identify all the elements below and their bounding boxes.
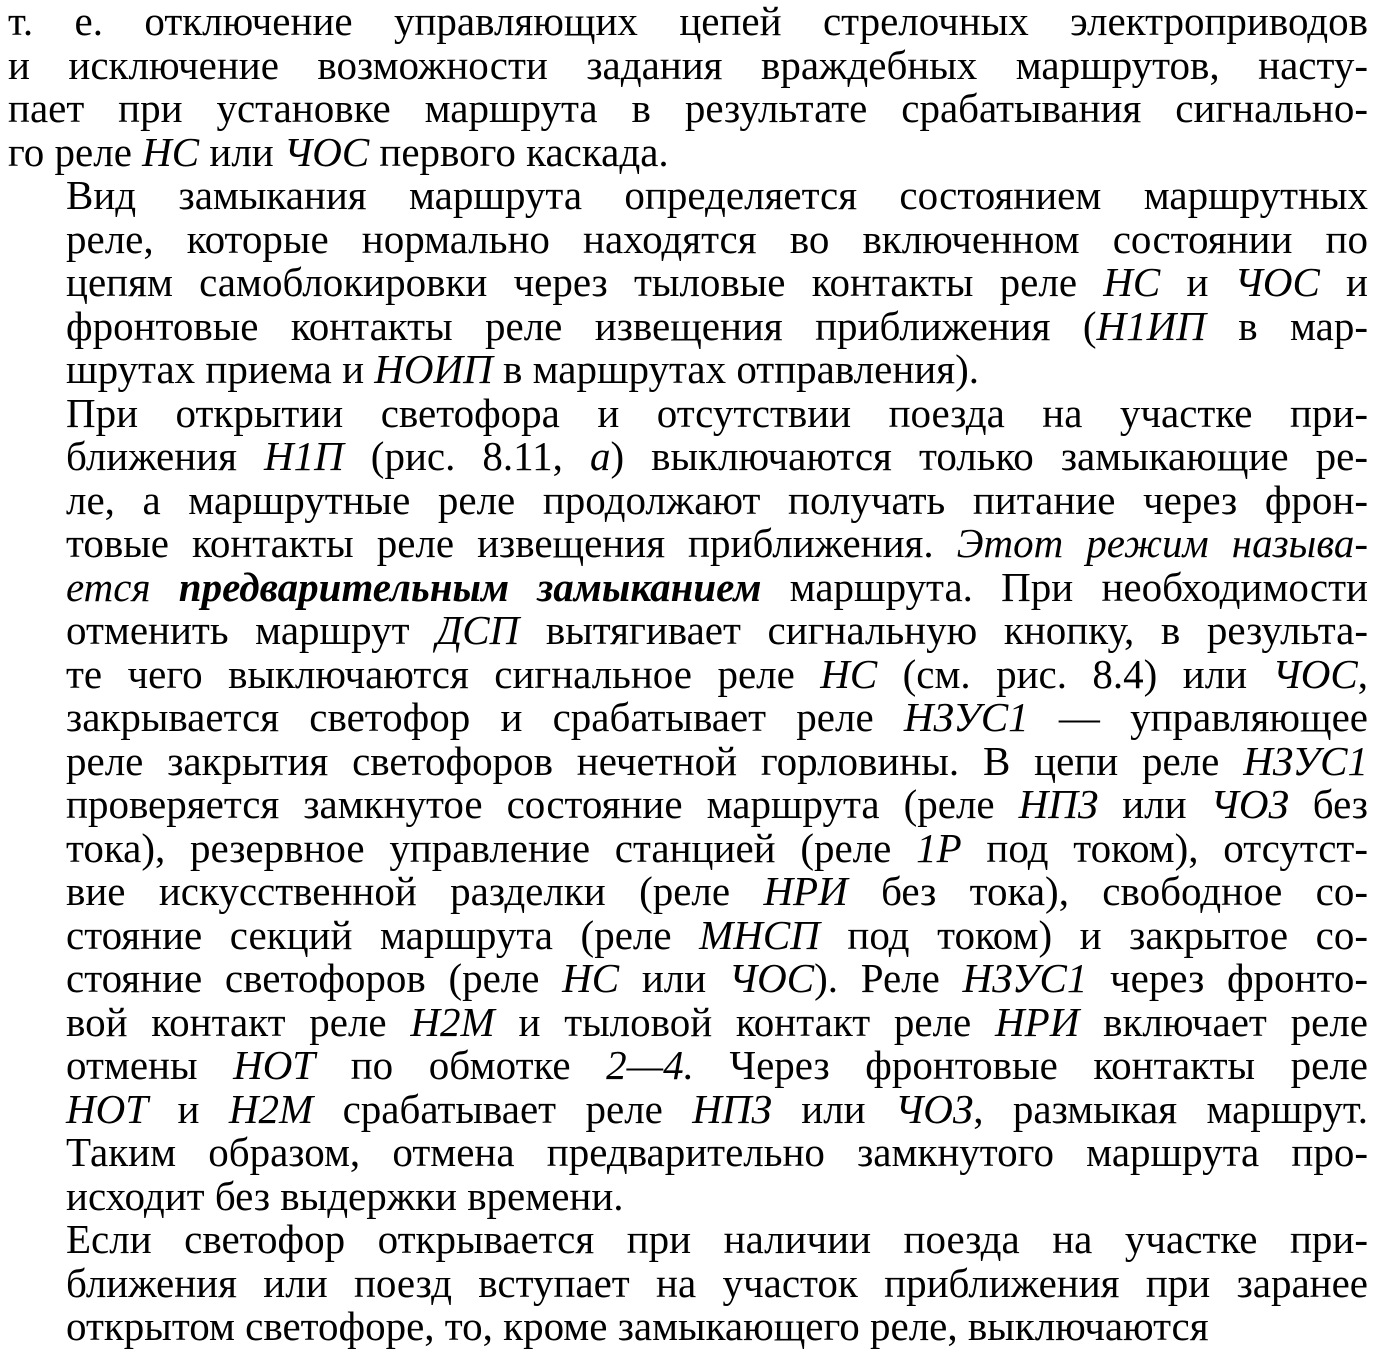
emphasized-term: ЧОС (728, 955, 815, 1001)
emphasized-term: НС (820, 650, 878, 697)
emphasized-term: НЗУС1 (903, 694, 1029, 740)
text-line (8, 261, 1368, 305)
paragraph (8, 174, 1368, 392)
text-run: цепям самоблокировки через тыловые контакты реле (66, 259, 1104, 305)
text-run: через фронто- (1087, 955, 1368, 1001)
emphasized-term: ЧОЗ (895, 1085, 974, 1132)
emphasized-term: предварительным замыканием (178, 563, 762, 610)
text-line (8, 650, 1368, 697)
emphasized-term: НЗУС1 (1243, 737, 1368, 784)
text-run: включает реле (1079, 998, 1368, 1045)
text-run: под током), отсутст- (961, 824, 1369, 871)
text-line (8, 957, 1368, 1001)
emphasized-term: ЧОЗ (1210, 781, 1289, 827)
text-line (8, 1131, 1368, 1175)
text-run: в мар- (1205, 302, 1368, 349)
text-line (8, 911, 1369, 958)
text-run: стояние секций маршрута (реле (66, 911, 700, 958)
emphasized-term: 1Р (916, 824, 962, 871)
text-line (8, 0, 1368, 44)
text-line (8, 1259, 1368, 1306)
text-line (8, 174, 1368, 218)
emphasized-term: Н2М (228, 1085, 314, 1132)
text-run: т. е. отключение управляющих цепей стрелочных электроприводов (8, 0, 1368, 44)
text-line (8, 41, 1368, 88)
text-run: го реле (8, 128, 143, 175)
text-line (8, 215, 1368, 262)
emphasized-term: НПЗ (1018, 781, 1099, 827)
emphasized-term: Н1П (264, 433, 344, 479)
text-run: ) выключаются только замыкающие ре- (610, 433, 1368, 479)
text-run: и (1160, 259, 1235, 305)
emphasized-term: а (589, 433, 611, 479)
text-line (8, 435, 1368, 479)
text-run: Таким образом, отмена предварительно замкнутого маршрута про- (66, 1129, 1368, 1175)
text-run: пает при установке маршрута в результате срабатывания сигнально- (8, 85, 1368, 131)
emphasized-term: МНСП (699, 911, 820, 958)
text-line (8, 737, 1368, 784)
paragraph (8, 389, 1369, 1219)
text-run: (см. рис. 8.4) или (877, 650, 1273, 697)
text-line (8, 476, 1368, 523)
text-run: под током) и закрытое со- (819, 911, 1369, 958)
emphasized-term: НРИ (763, 868, 848, 914)
emphasized-term: НОИП (374, 346, 493, 392)
text-run: первого каскада. (369, 128, 669, 175)
text-run: Вид замыкания маршрута определяется состоянием маршрутных (66, 172, 1368, 218)
text-line (8, 128, 1368, 175)
text-line (8, 1085, 1368, 1132)
emphasized-term: Этот режим называ- (956, 520, 1368, 566)
text-run: без тока), свободное со- (847, 868, 1368, 914)
text-run: фронтовые контакты реле извещения приближения ( (66, 302, 1097, 349)
emphasized-term: НС (562, 955, 620, 1001)
text-line (8, 870, 1368, 914)
text-line (8, 1172, 1368, 1219)
text-line (8, 522, 1368, 566)
text-run: или (1098, 781, 1211, 827)
text-run: реле закрытия светофоров нечетной горловины. В цепи реле (66, 737, 1244, 784)
text-run: в маршрутах отправления). (492, 346, 979, 392)
text-run: тока), резервное управление станцией (реле (66, 824, 917, 871)
text-run: без (1288, 781, 1369, 827)
emphasized-term: Н2М (410, 998, 495, 1045)
text-line (8, 609, 1368, 653)
text-run: стояние светофоров (реле (66, 955, 563, 1001)
emphasized-term: НРИ (995, 998, 1080, 1045)
text-run: ближения или поезд вступает на участок приближения при заранее (66, 1259, 1368, 1306)
text-run: , размыкая маршрут. (973, 1085, 1368, 1132)
text-run: отменить маршрут (66, 607, 437, 653)
text-run: срабатывает реле (313, 1085, 693, 1132)
document-page (8, 0, 1368, 1349)
text-line (8, 1218, 1368, 1262)
text-line (8, 1305, 1368, 1349)
text-run: те чего выключаются сигнальное реле (66, 650, 821, 697)
emphasized-term: ДСП (436, 607, 520, 653)
text-line (8, 389, 1368, 436)
emphasized-term: НПЗ (692, 1085, 772, 1132)
text-run: и (1319, 259, 1368, 305)
text-run: (рис. 8.11, (343, 433, 590, 479)
text-line (8, 783, 1368, 827)
text-line (8, 87, 1368, 131)
text-line (8, 348, 1368, 392)
emphasized-term: НОТ (233, 1042, 316, 1088)
text-run: При открытии светофора и отсутствии поезда на участке при- (66, 389, 1368, 436)
text-run: маршрута. При необходимости (761, 563, 1368, 610)
text-run: отмены (66, 1042, 234, 1088)
emphasized-term: ЧОС (283, 128, 370, 175)
text-run: и тыловой контакт реле (494, 998, 996, 1045)
text-run: вой контакт реле (66, 998, 411, 1045)
text-run: и (148, 1085, 229, 1132)
emphasized-term: ЧОС (1234, 259, 1320, 305)
text-line (8, 302, 1368, 349)
emphasized-term: НС (142, 128, 200, 175)
paragraph (8, 1218, 1368, 1349)
text-line (8, 1044, 1368, 1088)
text-line (8, 998, 1368, 1045)
text-run: исходит без выдержки времени. (66, 1172, 624, 1219)
text-run: ле, а маршрутные реле продолжают получать питание через фрон- (66, 476, 1368, 523)
text-line (8, 696, 1368, 740)
emphasized-term: НС (1103, 259, 1161, 305)
text-run: открытом светофоре, то, кроме замыкающего реле, выключаются (66, 1303, 1209, 1349)
text-run: и исключение возможности задания враждебных маршрутов, насту- (8, 41, 1368, 88)
text-line (8, 563, 1368, 610)
text-run: вие искусственной разделки (реле (66, 868, 764, 914)
text-run: , (1357, 650, 1368, 697)
text-run: реле, которые нормально находятся во включенном состоянии по (66, 215, 1368, 262)
emphasized-term: НОТ (66, 1085, 149, 1132)
text-run: или (619, 955, 729, 1001)
text-run: закрывается светофор и срабатывает реле (66, 694, 904, 740)
text-run: Если светофор открывается при наличии поезда на участке при- (66, 1216, 1368, 1262)
text-run: ). Реле (814, 955, 963, 1001)
text-run: ближения (66, 433, 265, 479)
text-line (8, 824, 1369, 871)
text-run: товые контакты реле извещения приближения. (66, 520, 957, 566)
emphasized-term: Н1ИП (1096, 302, 1206, 349)
text-run: шрутах приема и (66, 346, 375, 392)
text-run: вытягивает сигнальную кнопку, в результа- (519, 607, 1368, 653)
text-run: — управляющее (1028, 694, 1368, 740)
text-run: Через фронтовые контакты реле (693, 1042, 1368, 1088)
emphasized-term: ется (66, 563, 179, 610)
emphasized-term: НЗУС1 (962, 955, 1088, 1001)
paragraph (8, 0, 1368, 174)
text-run: по обмотке (315, 1042, 607, 1088)
emphasized-term: ЧОС (1272, 650, 1358, 697)
text-run: проверяется замкнутое состояние маршрута (реле (66, 781, 1019, 827)
text-run: или (771, 1085, 896, 1132)
text-run: или (199, 128, 284, 175)
emphasized-term: 2—4. (606, 1042, 694, 1088)
